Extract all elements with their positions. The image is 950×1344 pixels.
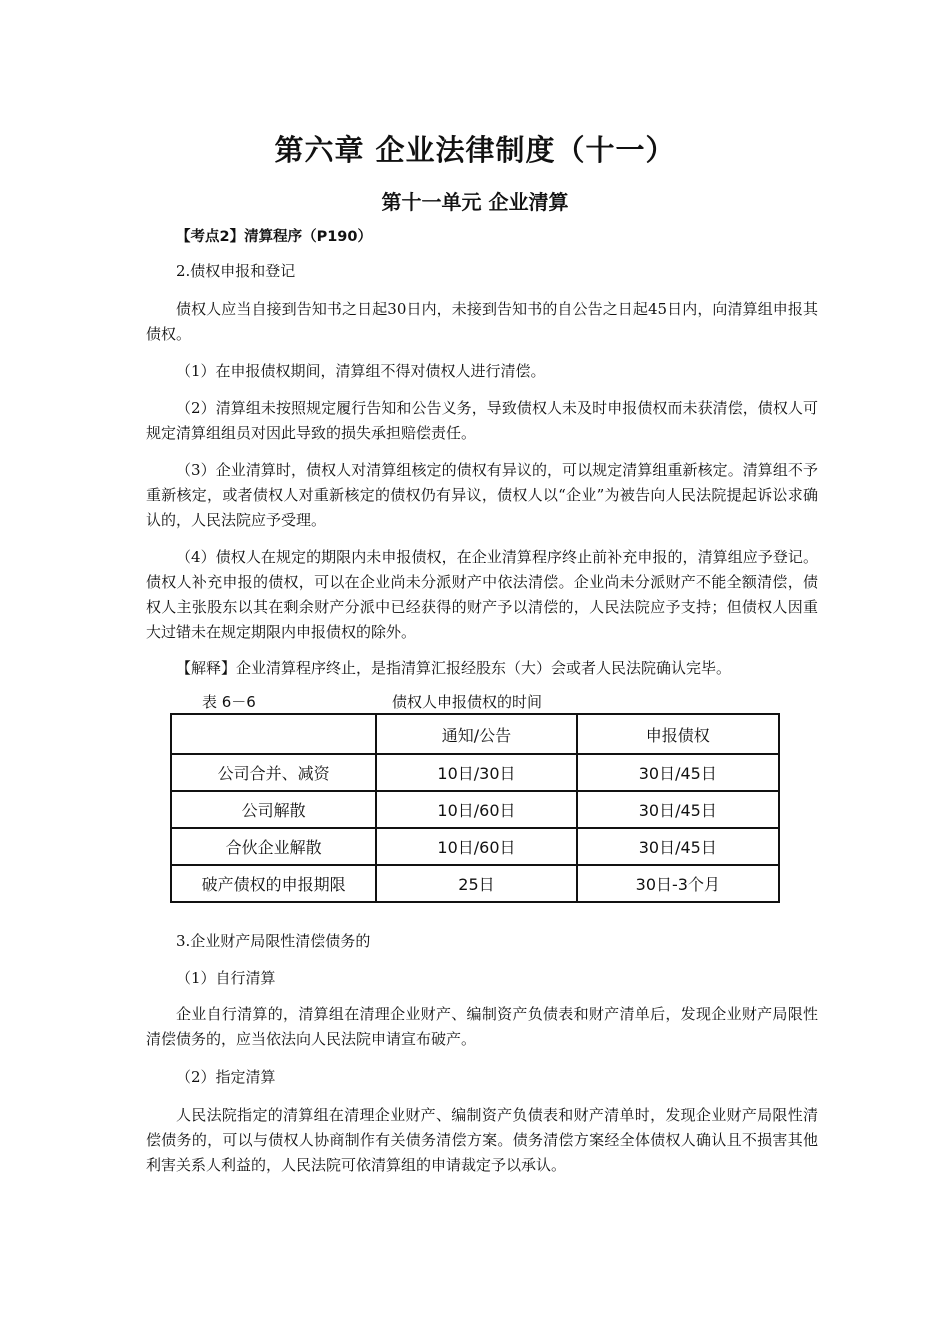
paragraph: 债权人应当自接到告知书之日起30日内，未接到告知书的自公告之日起45日内，向清算组申报其债权。 — [146, 300, 818, 343]
table-row — [171, 754, 779, 791]
paragraph: （3）企业清算时，债权人对清算组核定的债权有异议的，可以规定清算组重新核定。清算组不予重新核定，或者债权人对重新核定的债权仍有异议，债权人以“企业”为被告向人民法院提起诉讼求确认的，人民法院应予受理。 — [146, 461, 818, 529]
paragraph: （2）指定清算 — [176, 1068, 276, 1086]
paragraph: 2.债权申报和登记 — [176, 262, 296, 280]
section-heading: 【考点2】清算程序（P190） — [176, 229, 372, 245]
paragraph: （2）清算组未按照规定履行告知和公告义务，导致债权人未及时申报债权而未获清偿，债权人可规定清算组组员对因此导致的损失承担赔偿责任。 — [146, 399, 818, 442]
table-number: 表 6－6 — [202, 693, 256, 711]
table-cell: 30日/45日 — [577, 791, 779, 828]
table-cell: 30日/45日 — [577, 754, 779, 791]
paragraph: （1）自行清算 — [176, 969, 276, 987]
table-header-cell: 申报债权 — [577, 714, 779, 754]
paragraph: 人民法院指定的清算组在清理企业财产、编制资产负债表和财产清单时，发现企业财产局限性清偿债务的，可以与债权人协商制作有关债务清偿方案。债务清偿方案经全体债权人确认且不损害其他利害关系人利益的，人民法院可依清算组的申请裁定予以承认。 — [146, 1106, 818, 1174]
table-cell: 10日/60日 — [376, 828, 576, 865]
table-cell: 25日 — [376, 865, 576, 902]
table-header-row — [171, 714, 779, 754]
table-cell: 公司解散 — [171, 791, 376, 828]
paragraph: （1）在申报债权期间，清算组不得对债权人进行清偿。 — [176, 362, 546, 380]
table-row — [171, 828, 779, 865]
filing-period-table — [170, 713, 780, 903]
table-cell: 公司合并、减资 — [171, 754, 376, 791]
table-cell: 10日/30日 — [376, 754, 576, 791]
table-cell: 破产债权的申报期限 — [171, 865, 376, 902]
paragraph: 【解释】企业清算程序终止，是指清算汇报经股东（大）会或者人民法院确认完毕。 — [176, 659, 732, 677]
page-title: 第六章 企业法律制度（十一） — [274, 133, 676, 167]
table-cell: 30日-3个月 — [577, 865, 779, 902]
paragraph: 企业自行清算的，清算组在清理企业财产、编制资产负债表和财产清单后，发现企业财产局限性清偿债务的，应当依法向人民法院申请宣布破产。 — [146, 1005, 818, 1048]
paragraph: （4）债权人在规定的期限内未申报债权，在企业清算程序终止前补充申报的，清算组应予登记。债权人补充申报的债权，可以在企业尚未分派财产中依法清偿。企业尚未分派财产不能全额清偿，债权人主张股东以其在剩余财产分派中已经获得的财产予以清偿的，人民法院应予支持；但债权人因重大过错未在规定期限内申报债权的除外。 — [146, 548, 818, 641]
table-cell: 30日/45日 — [577, 828, 779, 865]
page-subtitle: 第十一单元 企业清算 — [381, 190, 569, 214]
table-cell: 10日/60日 — [376, 791, 576, 828]
table-row — [171, 865, 779, 902]
table-header-cell: 通知/公告 — [376, 714, 576, 754]
table-cell: 合伙企业解散 — [171, 828, 376, 865]
table-header-cell — [171, 714, 376, 754]
paragraph: 3.企业财产局限性清偿债务的 — [176, 932, 371, 950]
table-row — [171, 791, 779, 828]
table-caption: 债权人申报债权的时间 — [392, 693, 543, 711]
